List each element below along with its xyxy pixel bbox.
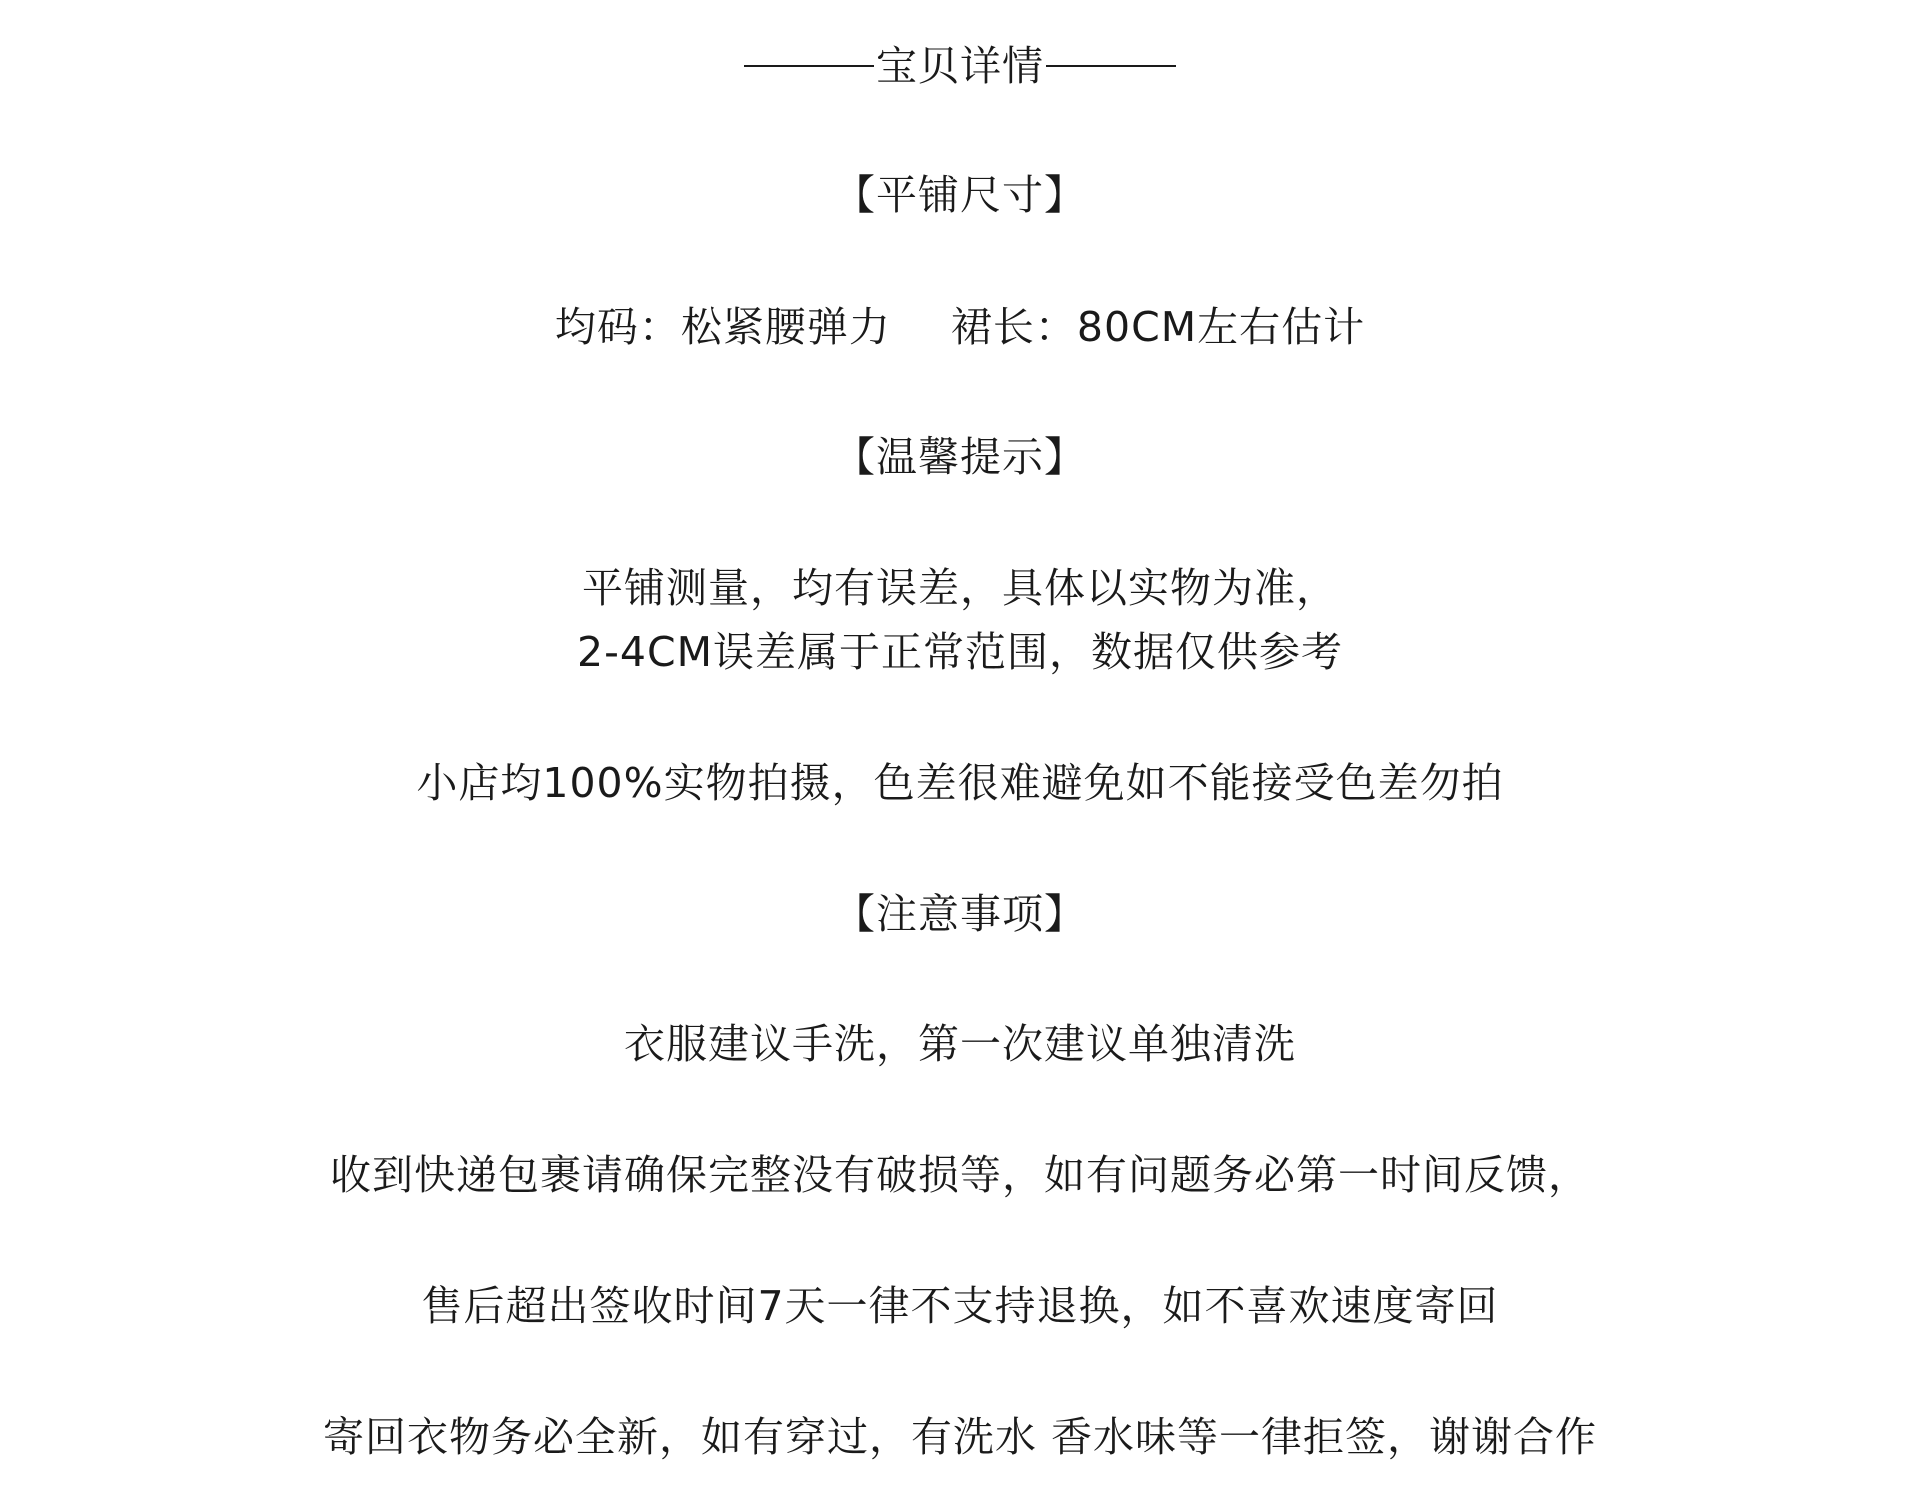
notes-line-1: 衣服建议手洗，第一次建议单独清洗 [624,1020,1296,1068]
notes-line-3: 售后超出签收时间7天一律不支持退换，如不喜欢速度寄回 [421,1282,1499,1330]
tips-line-2: 2-4CM误差属于正常范围，数据仅供参考 [577,628,1343,676]
length-text: 裙长：80CM左右估计 [950,303,1366,351]
tips-line-3: 小店均100%实物拍摄，色差很难避免如不能接受色差勿拍 [416,759,1504,807]
title-right-rule [1046,65,1176,67]
section-title-row [0,38,1920,94]
size-heading: 【平铺尺寸】 [834,171,1086,219]
notes-line-4: 寄回衣物务必全新，如有穿过，有洗水 香水味等一律拒签，谢谢合作 [322,1413,1598,1461]
size-text: 均码：松紧腰弹力 [554,303,891,351]
title-left-rule [744,65,874,67]
tips-heading: 【温馨提示】 [834,433,1086,481]
notes-line-2: 收到快递包裹请确保完整没有破损等，如有问题务必第一时间反馈， [330,1151,1590,1199]
notes-heading: 【注意事项】 [834,890,1086,938]
tips-line-1: 平铺测量，均有误差，具体以实物为准， [582,564,1338,612]
size-info-row [0,302,1920,352]
page-title: 宝贝详情 [876,42,1044,90]
